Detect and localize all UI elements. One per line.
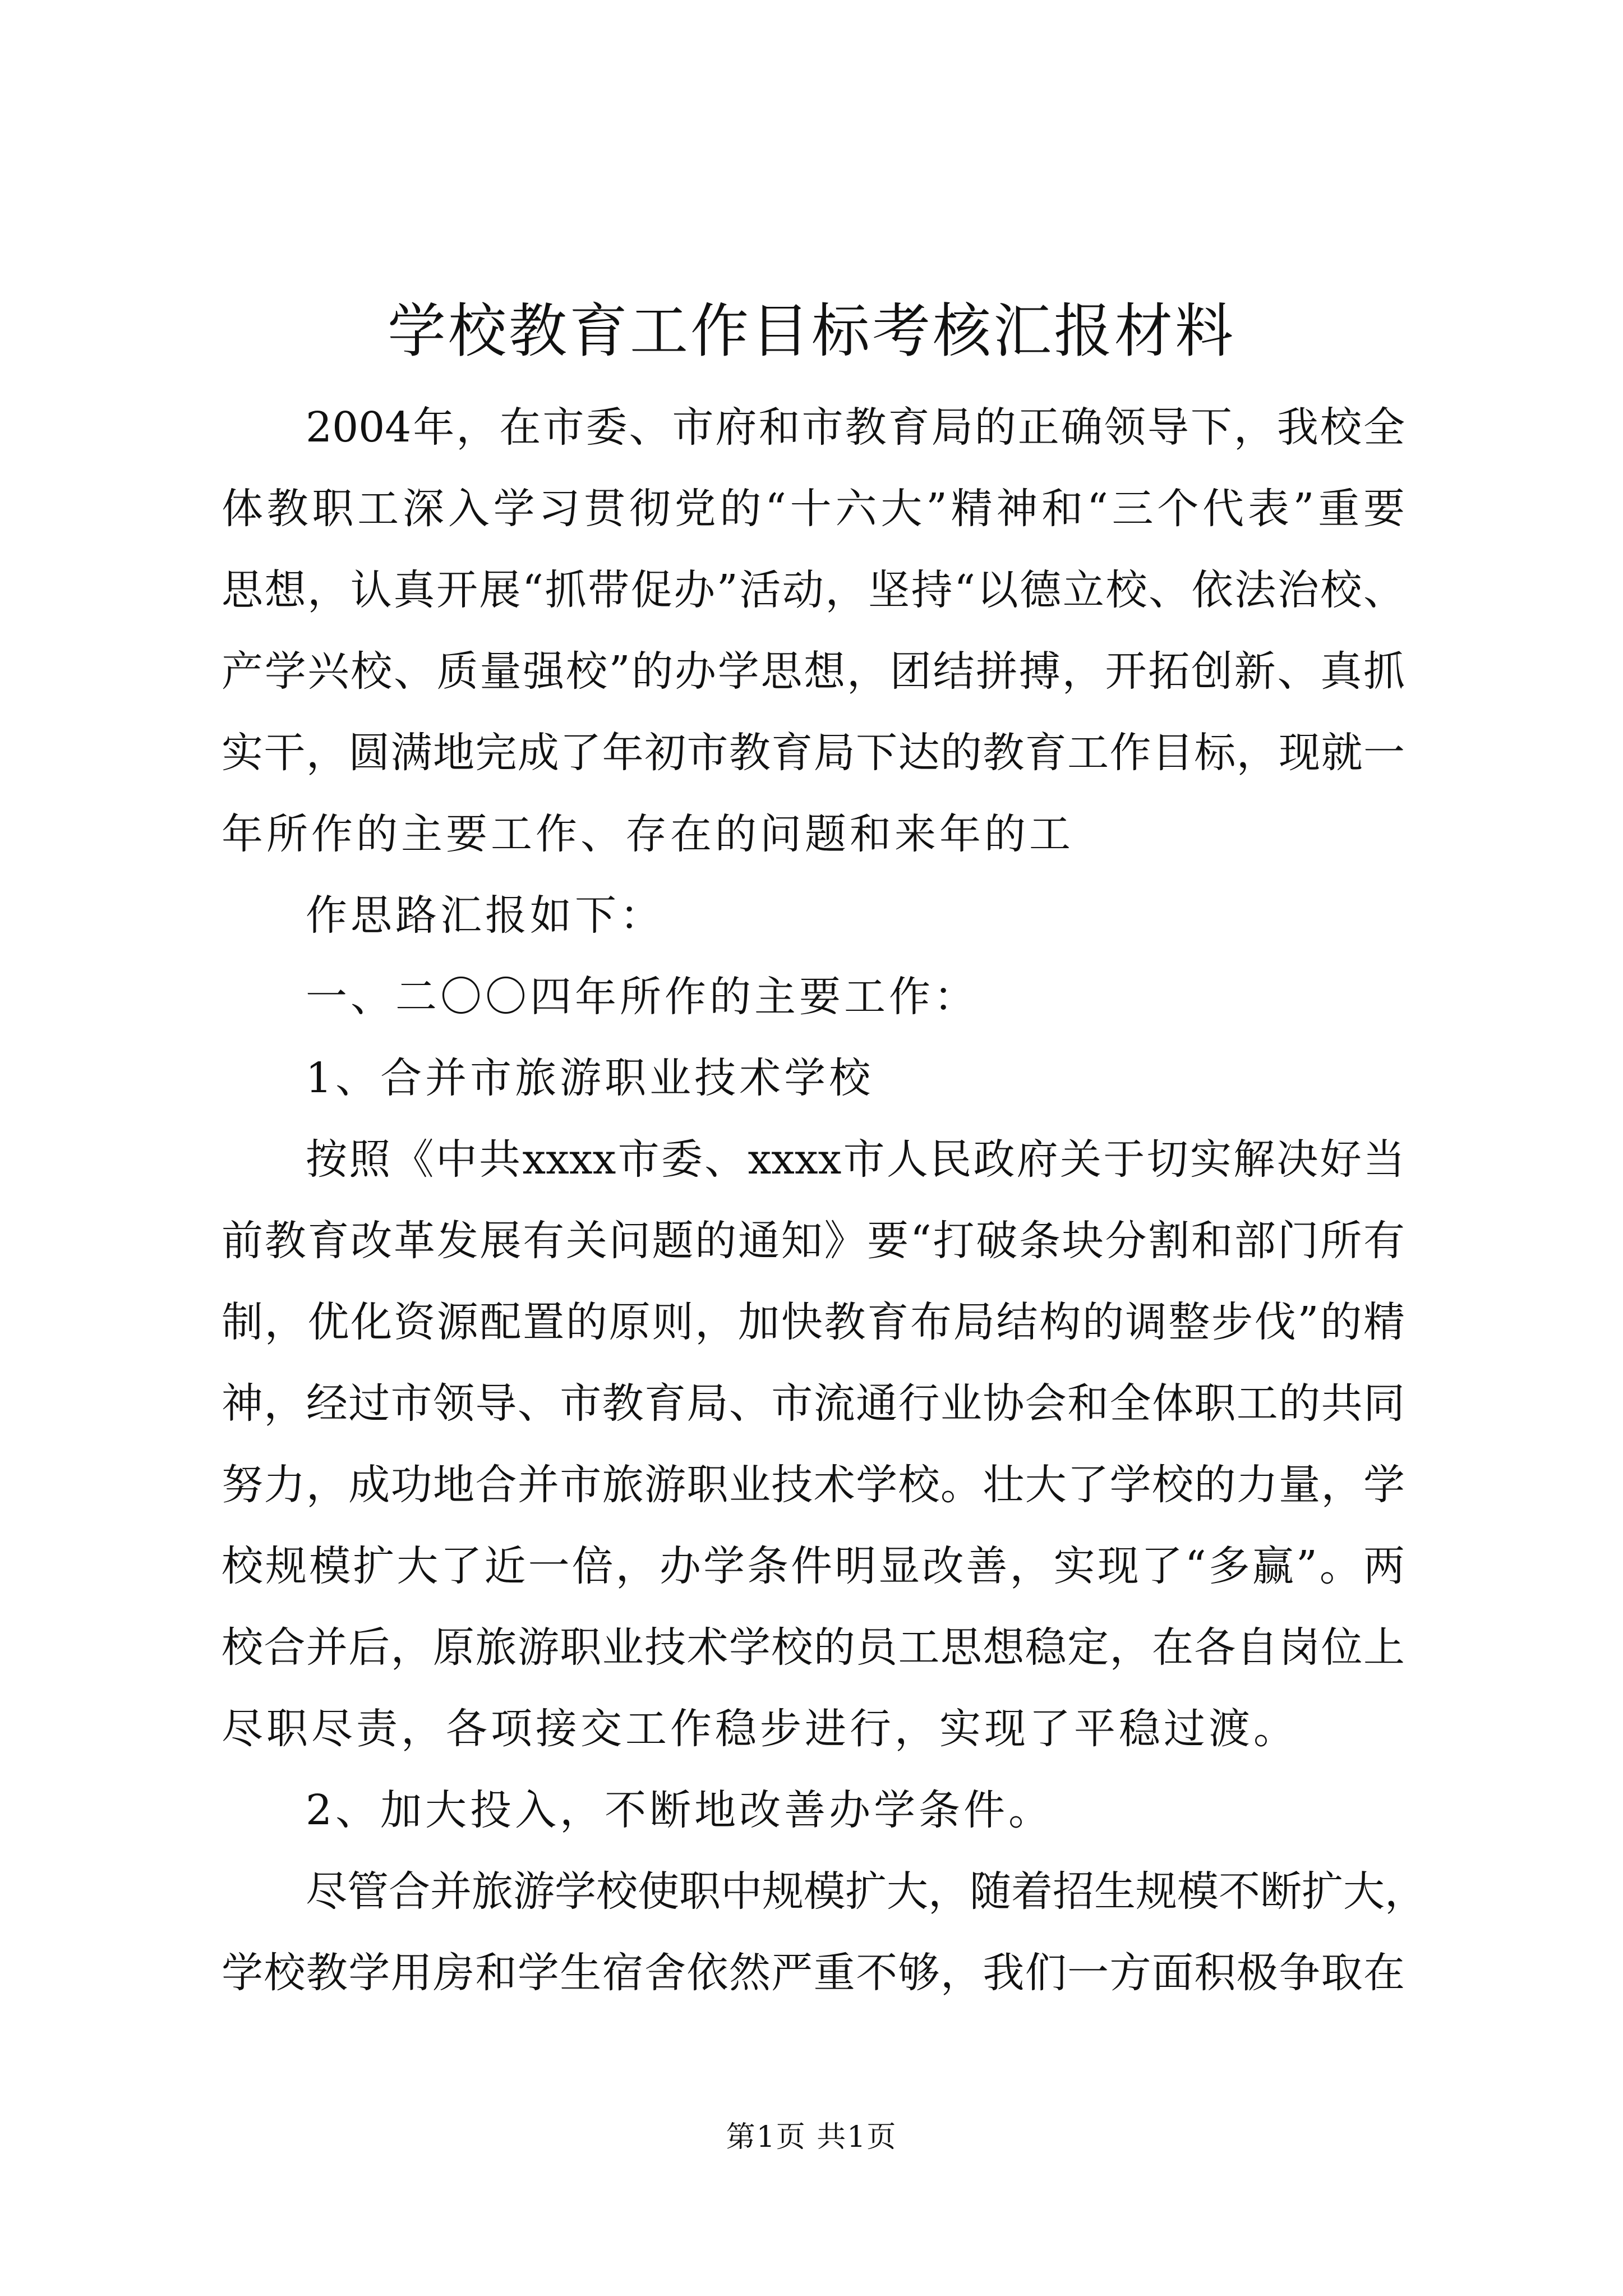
paragraph-line: 神，经过市领导、市教育局、市流通行业协会和全体职工的共同 (222, 1379, 1405, 1428)
paragraph-line: 尽管合并旅游学校使职中规模扩大，随着招生规模不断扩大， (306, 1867, 1426, 1916)
paragraph-line: 校合并后，原旅游职业技术学校的员工思想稳定，在各自岗位上 (222, 1623, 1405, 1672)
subsection-heading: 2、加大投入，不断地改善办学条件。 (306, 1786, 1054, 1834)
paragraph-line: 尽职尽责，各项接交工作稳步进行，实现了平稳过渡。 (222, 1705, 1298, 1753)
paragraph-line: 校规模扩大了近一倍，办学条件明显改善，实现了“多赢”。两 (222, 1542, 1405, 1590)
paragraph-line: 作思路汇报如下： (306, 891, 665, 940)
document-title: 学校教育工作目标考核汇报材料 (387, 297, 1235, 365)
section-heading: 一、二〇〇四年所作的主要工作： (306, 973, 979, 1021)
document-body (222, 387, 1426, 2014)
paragraph-line: 制，优化资源配置的原则，加快教育布局结构的调整步伐”的精 (222, 1298, 1405, 1346)
paragraph-line: 年所作的主要工作、存在的问题和来年的工 (222, 810, 1074, 858)
paragraph-line: 体教职工深入学习贯彻党的“十六大”精神和“三个代表”重要 (222, 485, 1405, 533)
page-footer: 第1页 共1页 (726, 2120, 897, 2154)
paragraph-line: 实干，圆满地完成了年初市教育局下达的教育工作目标，现就一 (222, 729, 1405, 777)
paragraph-line: 思想，认真开展“抓带促办”活动，坚持“以德立校、依法治校、 (222, 566, 1405, 614)
paragraph-line: 按照《中共xxxx市委、xxxx市人民政府关于切实解决好当 (306, 1135, 1405, 1184)
paragraph-line: 2004年，在市委、市府和市教育局的正确领导下，我校全 (306, 403, 1405, 452)
subsection-heading: 1、合并市旅游职业技术学校 (306, 1054, 874, 1102)
paragraph-line: 产学兴校、质量强校”的办学思想，团结拼搏，开拓创新、真抓 (222, 647, 1405, 696)
paragraph-line: 学校教学用房和学生宿舍依然严重不够，我们一方面积极争取在 (222, 1949, 1405, 1997)
paragraph-line: 前教育改革发展有关问题的通知》要“打破条块分割和部门所有 (222, 1217, 1405, 1265)
paragraph-line: 努力，成功地合并市旅游职业技术学校。壮大了学校的力量，学 (222, 1461, 1405, 1509)
